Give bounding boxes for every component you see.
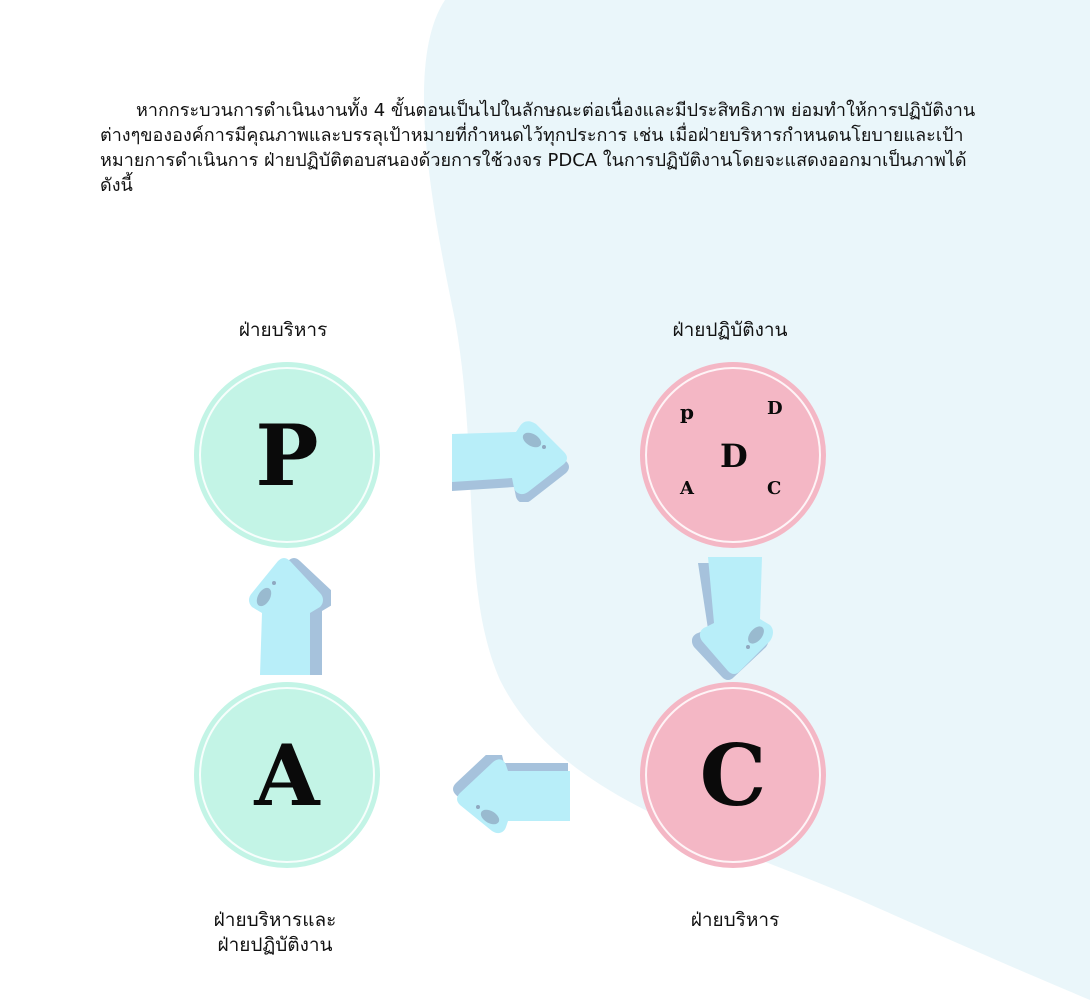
act-label-line2: ฝ่ายปฏิบัติงาน bbox=[217, 934, 333, 956]
arrow-right-icon bbox=[448, 420, 573, 502]
check-circle bbox=[640, 682, 826, 868]
act-label bbox=[155, 908, 395, 958]
do-mini-center-d: D bbox=[720, 437, 748, 475]
plan-letter: P bbox=[255, 405, 319, 505]
do-mini-d: D bbox=[767, 398, 783, 419]
do-mini-p: p bbox=[680, 400, 694, 424]
check-letter: C bbox=[699, 725, 767, 825]
do-mini-a: A bbox=[680, 478, 694, 499]
plan-circle bbox=[194, 362, 380, 548]
act-label-line1: ฝ่ายบริหารและ bbox=[213, 909, 337, 931]
do-circle bbox=[640, 362, 826, 548]
act-circle bbox=[194, 682, 380, 868]
arrow-up-icon bbox=[246, 555, 331, 680]
check-label: ฝ่ายบริหาร bbox=[690, 909, 780, 931]
act-letter: A bbox=[254, 725, 320, 825]
intro-paragraph: หากกระบวนการดำเนินงานทั้ง 4 ขั้นตอนเป็นไปในลักษณะต่อเนื่องและมีประสิทธิภาพ ย่อมทำให้การปฏิบัติงานต่างๆขององค์การมีคุณภาพและบรรลุเป้าหมายที่กำหนดไว้ทุกประการ เช่น เมื่อฝ่ายบริหารกำหนดนโยบายและเป้าหมายการดำเนินการ ฝ่ายปฏิบัติตอบสนองด้วยการใช้วงจร PDCA ในการปฏิบัติงานโดยจะแสดงออกมาเป็นภาพได้ดังนี้ bbox=[100, 100, 976, 196]
plan-label: ฝ่ายบริหาร bbox=[238, 319, 328, 341]
arrow-down-icon bbox=[692, 555, 777, 680]
arrow-left-icon bbox=[450, 755, 575, 835]
do-label: ฝ่ายปฏิบัติงาน bbox=[672, 319, 788, 341]
do-mini-c: C bbox=[767, 478, 782, 499]
